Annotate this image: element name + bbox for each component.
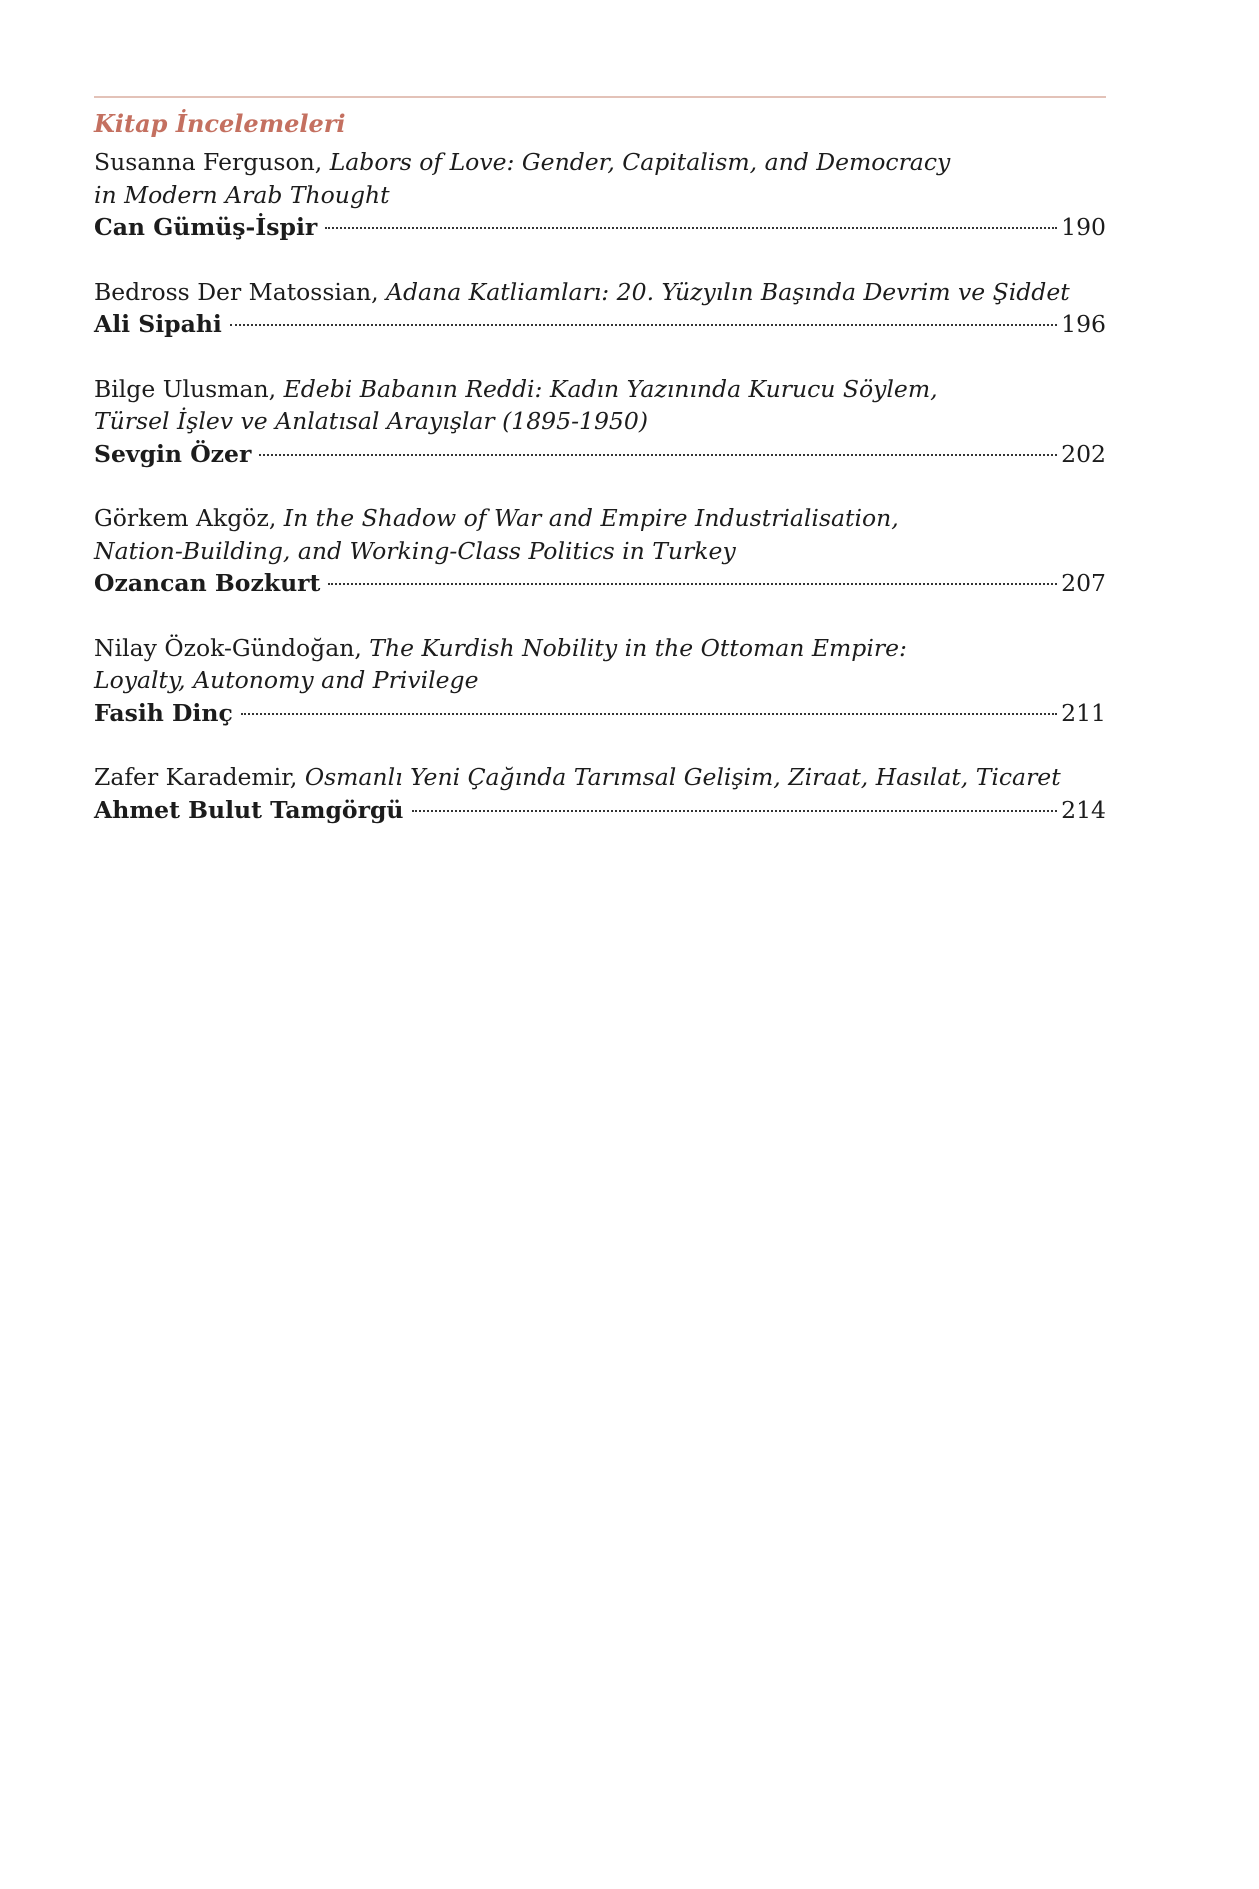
book-author: Bilge Ulusman, (94, 374, 284, 403)
dot-leader (328, 583, 1057, 585)
toc-entry (94, 373, 1106, 471)
reviewer-line (94, 567, 1106, 600)
page-number: 202 (1061, 439, 1106, 468)
section-heading: Kitap İncelemeleri (94, 109, 346, 138)
entry-title-line (94, 535, 1106, 568)
book-author: Susanna Ferguson, (94, 148, 330, 176)
reviewer-line (94, 794, 1106, 827)
page-number: 190 (1061, 213, 1106, 241)
reviewer-name: Ahmet Bulut Tamgörgü (94, 795, 404, 824)
book-title: Edebi Babanın Reddi: Kadın Yazınında Kurucu Söylem, (283, 374, 938, 403)
entry-title-line (94, 632, 1106, 665)
entry-title-line (94, 502, 1106, 535)
top-divider (94, 96, 1106, 98)
reviewer-line (94, 308, 1106, 341)
book-author: Görkem Akgöz, (94, 504, 284, 532)
book-title: The Kurdish Nobility in the Ottoman Empire: (369, 633, 907, 662)
table-of-contents (94, 96, 1106, 826)
toc-entry (94, 632, 1106, 730)
book-title: Osmanlı Yeni Çağında Tarımsal Gelişim, Ziraat, Hasılat, Ticaret (304, 763, 1061, 791)
entry-title-line (94, 405, 1106, 438)
dot-leader (325, 227, 1057, 229)
entry-list (94, 146, 1106, 826)
toc-entry (94, 276, 1106, 341)
reviewer-name: Ali Sipahi (94, 310, 222, 338)
book-title: Labors of Love: Gender, Capitalism, and Democracy (329, 148, 951, 176)
entry-title-line (94, 373, 1106, 406)
book-title: Loyalty, Autonomy and Privilege (94, 666, 479, 694)
book-author: Nilay Özok-Gündoğan, (94, 633, 370, 662)
page-number: 211 (1061, 698, 1106, 727)
reviewer-line (94, 211, 1106, 244)
entry-title-line (94, 664, 1106, 697)
page-number: 196 (1061, 310, 1106, 338)
entry-title-line (94, 761, 1106, 794)
dot-leader (230, 324, 1057, 326)
book-author: Zafer Karademir, (94, 763, 305, 791)
toc-entry (94, 502, 1106, 600)
toc-entry (94, 146, 1106, 244)
book-title: in Modern Arab Thought (94, 180, 390, 209)
page-number: 207 (1061, 569, 1106, 597)
book-author: Bedross Der Matossian, (94, 277, 387, 306)
reviewer-name: Fasih Dinç (94, 698, 233, 727)
dot-leader (241, 713, 1057, 715)
reviewer-name: Ozancan Bozkurt (94, 569, 321, 597)
toc-entry (94, 761, 1106, 826)
book-title: In the Shadow of War and Empire Industrialisation, (283, 504, 899, 532)
reviewer-line (94, 697, 1106, 730)
dot-leader (259, 454, 1057, 456)
entry-title-line (94, 276, 1106, 309)
reviewer-name: Can Gümüş-İspir (94, 213, 318, 241)
book-title: Nation-Building, and Working-Class Politics in Turkey (94, 536, 736, 565)
page-number: 214 (1061, 795, 1106, 824)
book-title: Türsel İşlev ve Anlatısal Arayışlar (1895-1950) (94, 407, 648, 435)
reviewer-name: Sevgin Özer (94, 439, 252, 468)
dot-leader (412, 810, 1058, 812)
entry-title-line (94, 179, 1106, 212)
book-title: Adana Katliamları: 20. Yüzyılın Başında Devrim ve Şiddet (386, 277, 1070, 306)
reviewer-line (94, 438, 1106, 471)
entry-title-line (94, 146, 1106, 179)
